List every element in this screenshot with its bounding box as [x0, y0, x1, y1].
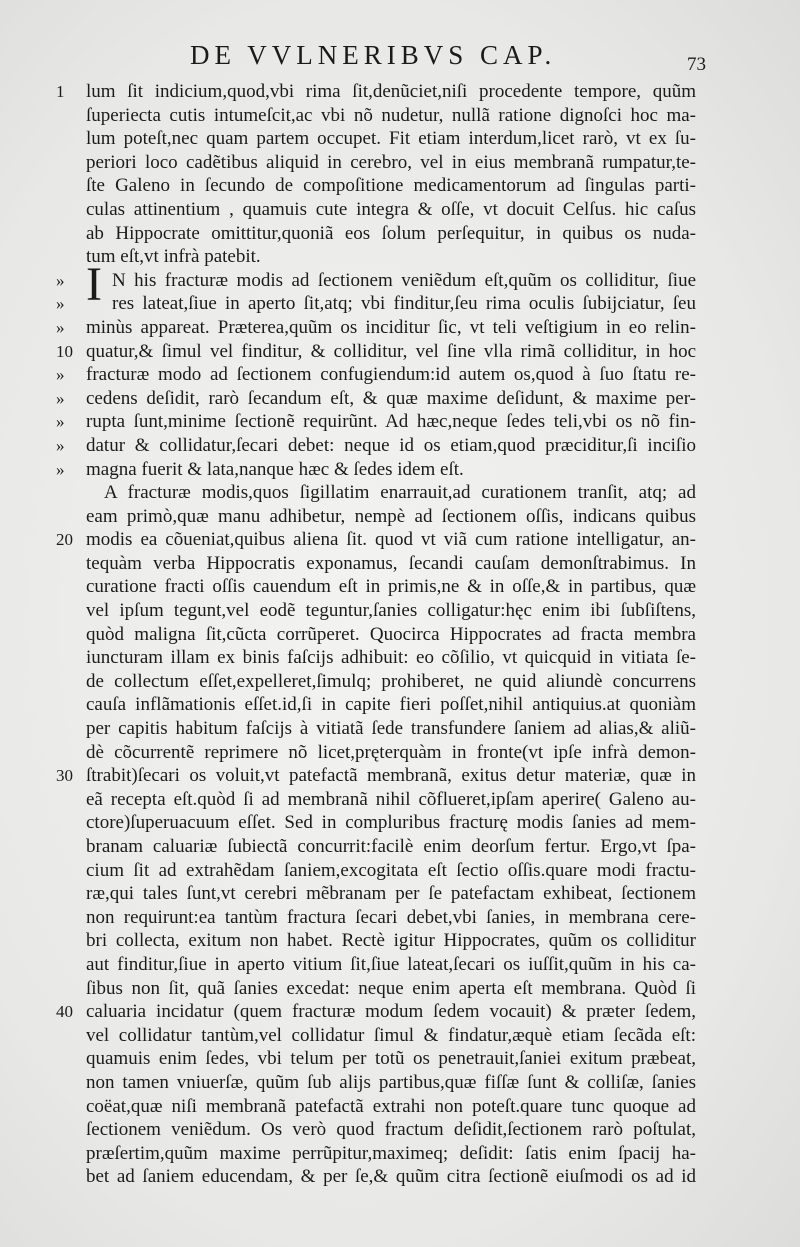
line-text: ſibus non ſit, quã ſanies excedat: neque enim aperta eſt membrana. Quòd ſi	[86, 977, 696, 999]
text-line	[86, 481, 696, 505]
text-line	[86, 104, 696, 128]
line-text: magna fuerit & lata,nanque hæc & ſedes idem eſt.	[86, 458, 464, 480]
text-line	[86, 198, 696, 222]
text-line	[86, 127, 696, 151]
line-text: curatione fracti oſſis cauendum eſt in primis,ne & in oſſe,& in partibus, quæ	[86, 576, 696, 598]
line-number: »	[56, 412, 65, 432]
text-line	[86, 835, 696, 859]
page-number: 73	[687, 54, 706, 75]
line-text: cauſa inflãmationis eſſet.id,ſi in capite fieri poſſet,nihil antiquius.at quoniàm	[86, 694, 696, 716]
line-text: ſectionem veniẽdum. Os verò quod fractum deſidit,ſectionem rarò poſtulat,	[86, 1119, 696, 1141]
line-text: eã recepta eſt.quòd ſi ad membranã nihil cõflueret,ipſam aperire( Galeno au-	[86, 788, 696, 810]
line-text: modis ea cõueniat,quibus aliena ſit. quod vt viã cum ratione intelligatur, an-	[86, 529, 696, 551]
line-text: datur & collidatur,ſecari debet: neque id os etiam,quod præciditur,ſi inciſio	[86, 434, 696, 456]
text-line	[86, 977, 696, 1001]
line-text: N his fracturæ modis ad ſectionem veniẽdum eſt,quũm os colliditur, ſiue	[112, 269, 696, 291]
line-text: branam caluariæ ſubiectã concurrit:facilè enim deorſum fertur. Ergo,vt ſpa-	[86, 836, 696, 857]
text-line	[86, 1071, 696, 1095]
text-line	[86, 1095, 696, 1119]
text-line	[86, 222, 696, 246]
line-number: 40	[56, 1002, 73, 1022]
text-line	[86, 906, 696, 930]
line-number: 10	[56, 341, 73, 361]
text-line	[86, 245, 696, 269]
text-line	[86, 1165, 696, 1189]
text-line	[86, 623, 696, 647]
text-line	[86, 1024, 696, 1048]
line-text: quatur,& ſimul vel finditur, & colliditur, vel ſine vlla rimã colliditur, in hoc	[86, 340, 696, 362]
text-line	[86, 811, 696, 835]
running-header: DE VVLNERIBVS CAP.	[190, 40, 557, 70]
line-number: »	[56, 459, 65, 479]
text-line	[86, 174, 696, 198]
text-line	[56, 387, 696, 411]
line-text: ræ,qui tales ſunt,vt cerebri mẽbranam per ſe patefactam exhibeat, ſectionem	[86, 883, 696, 905]
line-text: minùs appareat. Præterea,quũm os inciditur ſic, vt teli veſtigium in eo relin-	[86, 316, 696, 338]
line-text: vel collidatur tantùm,vel collidatur ſimul & findatur,æquè etiam ſecãda eſt:	[86, 1024, 696, 1046]
line-text: bet ad ſaniem educendam, & per ſe,& quũm citra ſectionẽ eiuſmodi os ad id	[86, 1166, 696, 1188]
line-text: non requirunt:ea tantùm fractura ſecari debet,vbi ſanies, in membrana cere-	[86, 906, 696, 928]
line-text: ſte Galeno in ſecundo de compoſitione medicamentorum ad ſingulas parti-	[86, 175, 696, 197]
text-line	[86, 670, 696, 694]
line-text: periori loco cadẽtibus aliquid in cerebro, vel in eius membranã rumpatur,te-	[86, 151, 696, 173]
line-number: 20	[56, 530, 73, 550]
text-line	[86, 599, 696, 623]
line-text: ſtrabit)ſecari os voluit,vt patefactã membranã, exitus detur materiæ, quæ in	[86, 765, 696, 787]
line-number: »	[56, 435, 65, 455]
text-line	[86, 741, 696, 765]
line-text: dè cõcurrentẽ reprimere nõ licet,pręterquàm in fronte(vt ipſe infrà demon-	[86, 741, 696, 763]
text-line	[86, 953, 696, 977]
line-text: ab Hippocrate omittitur,quoniã eos ſolum perſequitur, in quibus os nuda-	[86, 222, 696, 244]
line-number: »	[56, 365, 65, 385]
line-text: tum eſt,vt infrà patebit.	[86, 246, 261, 268]
text-line	[86, 505, 696, 529]
line-text: per capitis habitum faſcijs à vitiatã ſede transfundere ſaniem ad alias,& aliũ-	[86, 718, 696, 740]
line-text: lum ſit indicium,quod,vbi rima ſit,denũciet,niſi procedente tempore, quũm	[86, 81, 696, 102]
line-text: quòd maligna ſit,cũcta corrũperet. Quocirca Hippocrates ad fracta membra	[86, 623, 696, 645]
line-text: bri collecta, exitum non habet. Rectè igitur Hippocrates, quũm os colliditur	[86, 930, 696, 952]
text-line	[86, 151, 696, 175]
line-text: non tamen vniuerſæ, quũm ſub alijs partibus,quæ fiſſæ ſunt & colliſæ, ſanies	[86, 1071, 696, 1093]
line-text: lum poteſt,nec quam partem occupet. Fit etiam interdum,licet rarò, vt ex ſu-	[86, 128, 696, 150]
text-line	[86, 1118, 696, 1142]
text-line	[56, 316, 696, 340]
text-line	[56, 764, 696, 788]
line-text: res lateat,ſiue in aperto ſit,atq; vbi finditur,ſeu rima oculis ſubijciatur, ſeu	[112, 293, 696, 315]
text-line	[86, 1142, 696, 1166]
text-line	[56, 340, 696, 364]
text-block	[56, 80, 696, 1189]
line-text: iuncturam illam ex binis faſcijs adhibuit: eo cõſilio, vt quicquid in vitiata ſe-	[86, 647, 696, 669]
line-text: cium ſit ad extrahẽdam ſaniem,excogitata eſt ſectio oſſis.quare modi fractu-	[86, 859, 696, 881]
line-text: cedens deſidit, rarò ſecandum eſt, & quæ maxime deſidunt, & maxime per-	[86, 387, 696, 409]
text-line	[86, 882, 696, 906]
text-line	[86, 929, 696, 953]
line-text: fracturæ modo ad ſectionem confugiendum:id autem os,quod à ſuo ſtatu re-	[86, 364, 696, 386]
text-line	[56, 528, 696, 552]
line-text: ctore)ſuperuacuum eſſet. Sed in compluribus fracturę modis ſanies ad mem-	[86, 812, 696, 834]
line-text: ſuperiecta cutis intumeſcit,ac vbi nõ nudetur, nullã ratione dignoſci hoc ma-	[86, 104, 696, 126]
line-number: 1	[56, 82, 65, 101]
line-text: quamuis enim ſedes, vbi telum per totũ os penetrauit,ſaniei exitum præbeat,	[86, 1048, 696, 1070]
text-line	[86, 788, 696, 812]
text-line	[56, 363, 696, 387]
line-text: A fracturæ modis,quos ſigillatim enarrauit,ad curationem tranſit, atq; ad	[104, 482, 696, 504]
line-text: caluaria incidatur (quem fracturæ modum ſedem vocauit) & præter ſedem,	[86, 1001, 696, 1023]
line-text: de collectum eſſet,expelleret,ſimulq; prohiberet, ne quid aliundè concurrens	[86, 670, 696, 692]
text-line	[56, 434, 696, 458]
line-number: »	[56, 317, 65, 337]
line-text: tequàm verba Hippocratis exponamus, ſecandi cauſam demonſtrabimus. In	[86, 552, 696, 574]
text-line	[56, 292, 696, 316]
line-number: »	[56, 388, 65, 408]
text-line	[56, 269, 696, 293]
line-number: 30	[56, 766, 73, 786]
text-line	[56, 1000, 696, 1024]
line-number: »	[56, 270, 65, 290]
line-text: culas attinentium , quamuis cute integra & oſſe, vt docuit Celſus. hic caſus	[86, 198, 696, 220]
text-line	[86, 552, 696, 576]
text-line	[56, 410, 696, 434]
text-line	[86, 575, 696, 599]
line-text: coëat,quæ niſi membranã patefactã extrahi non poteſt.quare tunc quoque ad	[86, 1095, 696, 1117]
line-text: aut finditur,ſiue in aperto vitium ſit,ſiue lateat,ſecari os iuſſit,quũm in his ca-	[86, 953, 696, 975]
line-number: »	[56, 294, 65, 314]
line-text: rupta ſunt,minime ſectionẽ requirũnt. Ad hæc,neque ſedes teli,vbi os nõ fin-	[86, 411, 696, 433]
text-line	[86, 1047, 696, 1071]
text-line	[56, 458, 696, 482]
text-line	[86, 693, 696, 717]
line-text: præſertim,quũm maxime perrũpitur,maximeq; deſidit: ſatis enim ſpacij ha-	[86, 1142, 696, 1164]
text-line	[56, 80, 696, 104]
text-line	[86, 859, 696, 883]
line-text: eam primò,quæ manu adhibetur, nempè ad ſectionem oſſis, indicans quibus	[86, 505, 696, 527]
text-line	[86, 717, 696, 741]
line-text: vel ipſum tegunt,vel eodẽ teguntur,ſanies colligatur:hęc enim ibi ſubſiſtens,	[86, 600, 696, 622]
text-line	[86, 646, 696, 670]
drop-capital: I	[86, 258, 102, 311]
